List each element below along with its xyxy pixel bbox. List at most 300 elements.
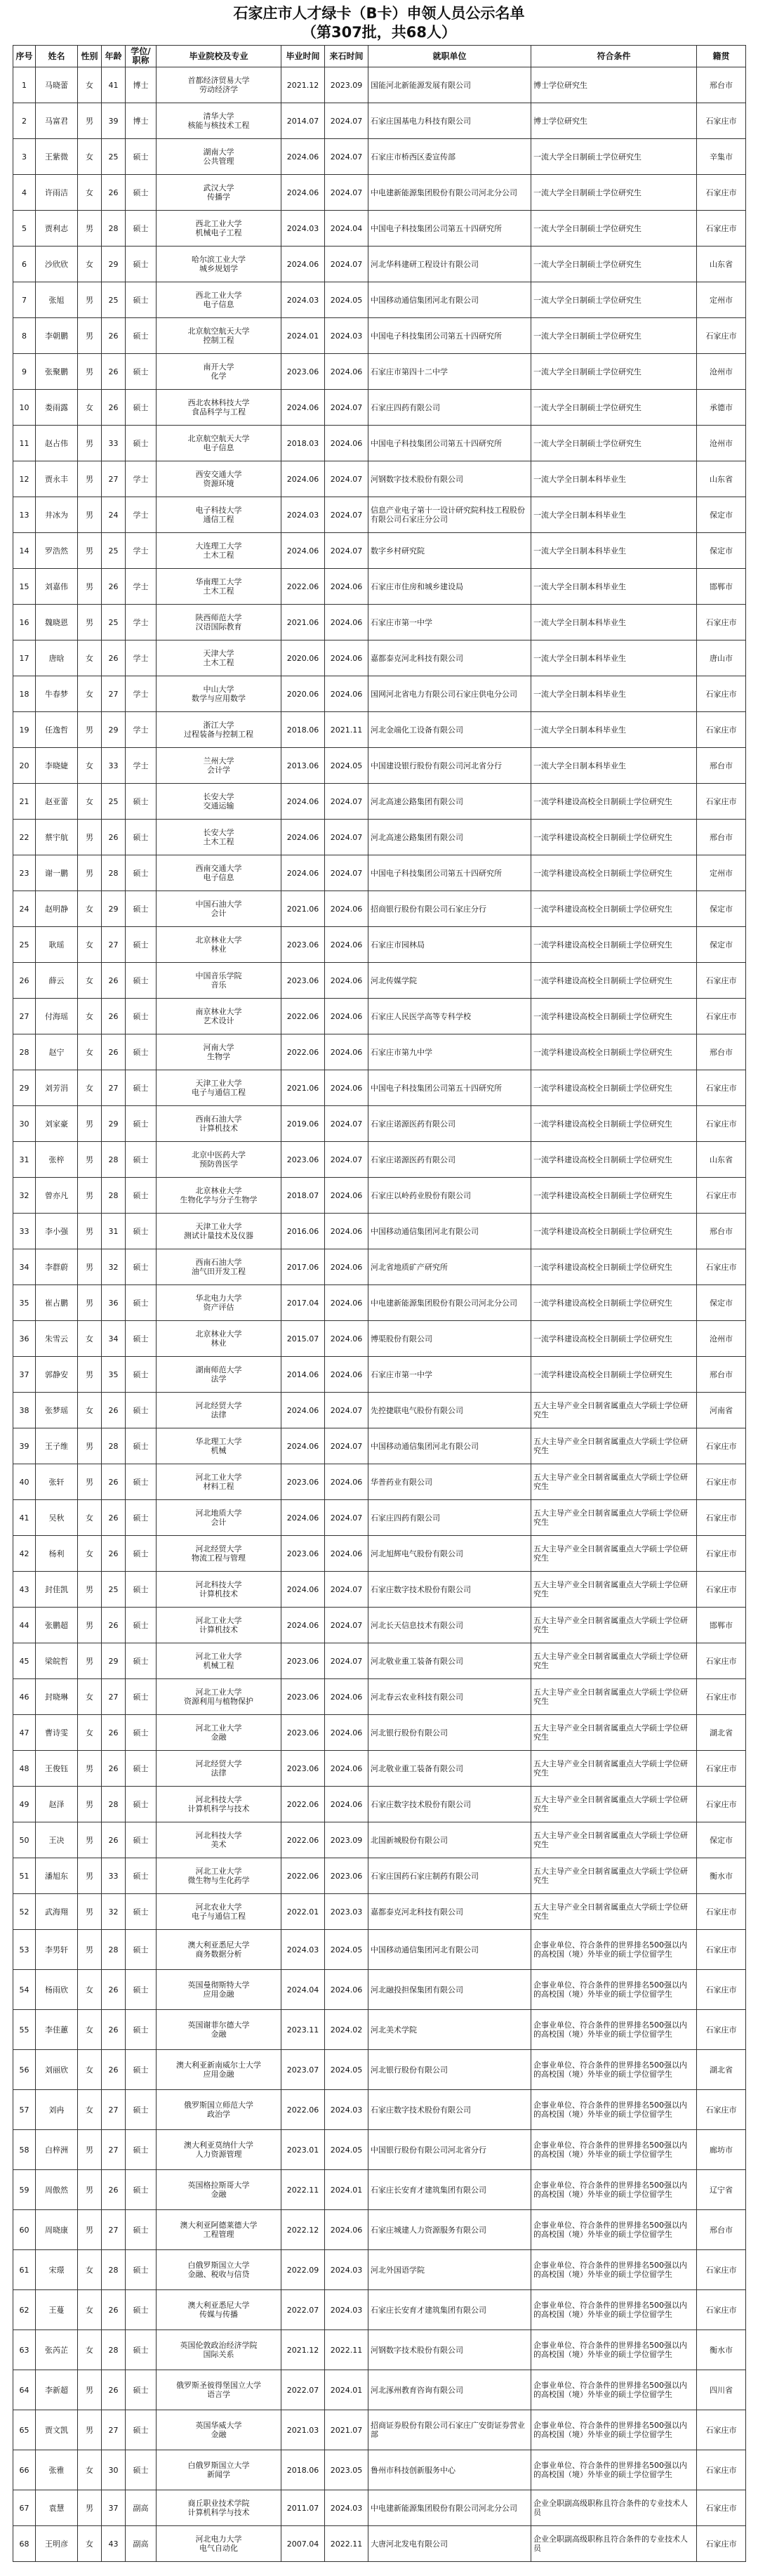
cell-school-major: 西安交通大学 资源环境 <box>157 461 281 497</box>
cell-age: 26 <box>102 1393 126 1428</box>
cell-arrival-time: 2024.06 <box>325 676 368 712</box>
cell-gender: 女 <box>78 1536 102 1572</box>
cell-arrival-time: 2024.06 <box>325 891 368 927</box>
cell-hometown: 沧州市 <box>697 426 746 461</box>
cell-criteria: 五大主导产业全日制省属重点大学硕士学位研究生 <box>531 1679 697 1715</box>
cell-index: 25 <box>13 927 36 963</box>
cell-employer: 中国移动通信集团河北有限公司 <box>368 282 531 318</box>
cell-age: 29 <box>102 712 126 748</box>
cell-employer: 博渠股份有限公司 <box>368 1321 531 1357</box>
cell-age: 32 <box>102 1894 126 1930</box>
cell-school-major: 西南交通大学 电子信息 <box>157 855 281 891</box>
cell-criteria: 一流学科建设高校全日制硕士学位研究生 <box>531 820 697 855</box>
cell-employer: 中国电子科技集团公司第五十四研究所 <box>368 1070 531 1106</box>
cell-gender: 女 <box>78 927 102 963</box>
cell-employer: 大唐河北发电有限公司 <box>368 2526 531 2562</box>
cell-index: 14 <box>13 533 36 569</box>
cell-hometown: 廊坊市 <box>697 2130 746 2170</box>
cell-age: 26 <box>102 1536 126 1572</box>
cell-index: 48 <box>13 1751 36 1787</box>
header-name: 姓名 <box>36 46 78 67</box>
cell-gender: 女 <box>78 1970 102 2010</box>
cell-employer: 石家庄国药石家庄制药有限公司 <box>368 1858 531 1894</box>
cell-grad-time: 2024.06 <box>281 247 325 282</box>
cell-arrival-time: 2024.07 <box>325 103 368 139</box>
cell-employer: 石家庄市桥西区委宣传部 <box>368 139 531 175</box>
table-row <box>13 1970 746 2010</box>
cell-arrival-time: 2024.07 <box>325 1643 368 1679</box>
cell-degree: 硕士 <box>126 2250 157 2290</box>
cell-degree: 硕士 <box>126 784 157 820</box>
cell-degree: 硕士 <box>126 1428 157 1464</box>
cell-school-major: 西北工业大学 机械电子工程 <box>157 211 281 247</box>
header-grad-time: 毕业时间 <box>281 46 325 67</box>
cell-degree: 学士 <box>126 461 157 497</box>
cell-age: 26 <box>102 2290 126 2330</box>
cell-school-major: 西南石油大学 油气田开发工程 <box>157 1249 281 1285</box>
cell-arrival-time: 2024.07 <box>325 820 368 855</box>
cell-criteria: 一流大学全日制硕士学位研究生 <box>531 354 697 390</box>
cell-hometown: 保定市 <box>697 497 746 533</box>
cell-grad-time: 2023.06 <box>281 1751 325 1787</box>
cell-degree: 硕士 <box>126 2370 157 2410</box>
cell-grad-time: 2024.04 <box>281 1970 325 2010</box>
cell-age: 26 <box>102 1608 126 1643</box>
cell-gender: 男 <box>78 605 102 640</box>
cell-hometown: 石家庄市 <box>697 1428 746 1464</box>
cell-hometown: 沧州市 <box>697 1321 746 1357</box>
cell-school-major: 澳大利亚新南威尔士大学 应用金融 <box>157 2050 281 2090</box>
cell-criteria: 一流学科建设高校全日制硕士学位研究生 <box>531 855 697 891</box>
cell-gender: 男 <box>78 1178 102 1214</box>
cell-age: 27 <box>102 927 126 963</box>
cell-degree: 副高 <box>126 2526 157 2562</box>
cell-arrival-time: 2023.05 <box>325 2450 368 2490</box>
cell-index: 42 <box>13 1536 36 1572</box>
cell-gender: 男 <box>78 855 102 891</box>
cell-employer: 中国移动通信集团河北有限公司 <box>368 1930 531 1970</box>
header-criteria: 符合条件 <box>531 46 697 67</box>
cell-name: 曾亦凡 <box>36 1178 78 1214</box>
header-arrival-time: 来石时间 <box>325 46 368 67</box>
cell-gender: 男 <box>78 1608 102 1643</box>
cell-criteria: 企事业单位、符合条件的世界排名500强以内的高校国（境）外毕业的硕士学位留学生 <box>531 2010 697 2050</box>
cell-index: 59 <box>13 2170 36 2210</box>
cell-school-major: 北京航空航天大学 电子信息 <box>157 426 281 461</box>
cell-gender: 男 <box>78 211 102 247</box>
cell-gender: 女 <box>78 2010 102 2050</box>
cell-age: 25 <box>102 139 126 175</box>
cell-degree: 硕士 <box>126 2210 157 2250</box>
table-row <box>13 676 746 712</box>
cell-age: 24 <box>102 497 126 533</box>
cell-school-major: 河北工业大学 计算机技术 <box>157 1608 281 1643</box>
cell-index: 67 <box>13 2490 36 2526</box>
cell-degree: 硕士 <box>126 1249 157 1285</box>
cell-name: 武海翔 <box>36 1894 78 1930</box>
cell-arrival-time: 2024.07 <box>325 1106 368 1142</box>
cell-degree: 硕士 <box>126 1894 157 1930</box>
cell-age: 27 <box>102 2210 126 2250</box>
cell-arrival-time: 2024.03 <box>325 2290 368 2330</box>
cell-grad-time: 2024.03 <box>281 282 325 318</box>
cell-grad-time: 2024.06 <box>281 175 325 211</box>
cell-index: 54 <box>13 1970 36 2010</box>
cell-employer: 石家庄诺源医药有限公司 <box>368 1106 531 1142</box>
table-row <box>13 1536 746 1572</box>
cell-name: 袁慧 <box>36 2490 78 2526</box>
cell-index: 63 <box>13 2330 36 2370</box>
table-row <box>13 1034 746 1070</box>
cell-arrival-time: 2024.06 <box>325 1321 368 1357</box>
cell-criteria: 博士学位研究生 <box>531 67 697 103</box>
table-row <box>13 1428 746 1464</box>
cell-school-major: 北京林业大学 林业 <box>157 927 281 963</box>
cell-index: 21 <box>13 784 36 820</box>
cell-index: 11 <box>13 426 36 461</box>
cell-employer: 河北春云农业科技有限公司 <box>368 1679 531 1715</box>
cell-gender: 女 <box>78 247 102 282</box>
cell-grad-time: 2021.06 <box>281 891 325 927</box>
cell-grad-time: 2023.06 <box>281 963 325 999</box>
cell-grad-time: 2015.07 <box>281 1321 325 1357</box>
cell-school-major: 河北地质大学 会计 <box>157 1500 281 1536</box>
table-row <box>13 1070 746 1106</box>
cell-age: 29 <box>102 247 126 282</box>
cell-name: 王明彦 <box>36 2526 78 2562</box>
cell-school-major: 澳大利亚悉尼大学 商务数据分析 <box>157 1930 281 1970</box>
cell-arrival-time: 2024.06 <box>325 1249 368 1285</box>
cell-index: 31 <box>13 1142 36 1178</box>
table-row <box>13 1715 746 1751</box>
cell-hometown: 邢台市 <box>697 1214 746 1249</box>
cell-age: 30 <box>102 2450 126 2490</box>
cell-school-major: 华北电力大学 资产评估 <box>157 1285 281 1321</box>
cell-hometown: 山东省 <box>697 1142 746 1178</box>
cell-criteria: 企事业单位、符合条件的世界排名500强以内的高校国（境）外毕业的硕士学位留学生 <box>531 2330 697 2370</box>
cell-arrival-time: 2024.06 <box>325 1751 368 1787</box>
cell-hometown: 承德市 <box>697 390 746 426</box>
header-employer: 就职单位 <box>368 46 531 67</box>
cell-criteria: 企事业单位、符合条件的世界排名500强以内的高校国（境）外毕业的硕士学位留学生 <box>531 2250 697 2290</box>
table-row <box>13 139 746 175</box>
table-row <box>13 1178 746 1214</box>
cell-employer: 河北华科建研工程设计有限公司 <box>368 247 531 282</box>
cell-index: 22 <box>13 820 36 855</box>
table-row <box>13 1858 746 1894</box>
cell-hometown: 河南省 <box>697 1393 746 1428</box>
cell-arrival-time: 2024.07 <box>325 1428 368 1464</box>
cell-degree: 硕士 <box>126 1500 157 1536</box>
cell-gender: 男 <box>78 2490 102 2526</box>
header-age: 年龄 <box>102 46 126 67</box>
cell-grad-time: 2024.03 <box>281 497 325 533</box>
cell-school-major: 河北工业大学 机械工程 <box>157 1643 281 1679</box>
cell-employer: 石家庄国基电力科技有限公司 <box>368 103 531 139</box>
cell-arrival-time: 2024.07 <box>325 855 368 891</box>
table-row <box>13 2210 746 2250</box>
cell-employer: 招商证券股份有限公司石家庄广安街证券营业部 <box>368 2410 531 2450</box>
cell-hometown: 山东省 <box>697 461 746 497</box>
cell-arrival-time: 2023.09 <box>325 1822 368 1858</box>
cell-hometown: 石家庄市 <box>697 2250 746 2290</box>
cell-school-major: 河北工业大学 资源利用与植物保护 <box>157 1679 281 1715</box>
cell-name: 贾文凯 <box>36 2410 78 2450</box>
cell-hometown: 石家庄市 <box>697 712 746 748</box>
cell-school-major: 华南理工大学 土木工程 <box>157 569 281 605</box>
cell-age: 26 <box>102 2010 126 2050</box>
cell-age: 34 <box>102 1321 126 1357</box>
cell-arrival-time: 2022.11 <box>325 2330 368 2370</box>
cell-hometown: 保定市 <box>697 1285 746 1321</box>
cell-hometown: 邢台市 <box>697 748 746 784</box>
cell-age: 36 <box>102 1285 126 1321</box>
cell-arrival-time: 2024.06 <box>325 1464 368 1500</box>
table-row <box>13 461 746 497</box>
cell-index: 47 <box>13 1715 36 1751</box>
cell-employer: 石家庄数字技术股份有限公司 <box>368 2090 531 2130</box>
cell-employer: 北国新城股份有限公司 <box>368 1822 531 1858</box>
cell-criteria: 一流大学全日制本科毕业生 <box>531 748 697 784</box>
cell-index: 1 <box>13 67 36 103</box>
cell-degree: 硕士 <box>126 426 157 461</box>
cell-degree: 硕士 <box>126 247 157 282</box>
cell-degree: 硕士 <box>126 1034 157 1070</box>
cell-arrival-time: 2024.06 <box>325 999 368 1034</box>
cell-name: 许雨洁 <box>36 175 78 211</box>
cell-gender: 男 <box>78 2170 102 2210</box>
cell-hometown: 邢台市 <box>697 820 746 855</box>
cell-employer: 河北金端化工设备有限公司 <box>368 712 531 748</box>
cell-grad-time: 2023.06 <box>281 1643 325 1679</box>
cell-gender: 女 <box>78 2290 102 2330</box>
cell-degree: 学士 <box>126 712 157 748</box>
cell-degree: 硕士 <box>126 1357 157 1393</box>
cell-criteria: 一流学科建设高校全日制硕士学位研究生 <box>531 927 697 963</box>
cell-degree: 学士 <box>126 497 157 533</box>
cell-degree: 硕士 <box>126 1178 157 1214</box>
cell-index: 50 <box>13 1822 36 1858</box>
cell-grad-time: 2022.06 <box>281 2090 325 2130</box>
cell-criteria: 一流大学全日制硕士学位研究生 <box>531 426 697 461</box>
cell-degree: 硕士 <box>126 1393 157 1428</box>
cell-index: 15 <box>13 569 36 605</box>
cell-gender: 男 <box>78 1930 102 1970</box>
cell-employer: 先控捷联电气股份有限公司 <box>368 1393 531 1428</box>
cell-name: 宋璟 <box>36 2250 78 2290</box>
cell-arrival-time: 2024.06 <box>325 1536 368 1572</box>
cell-school-major: 英国伦敦政治经济学院 国际关系 <box>157 2330 281 2370</box>
cell-hometown: 保定市 <box>697 1822 746 1858</box>
cell-employer: 石家庄数字技术股份有限公司 <box>368 1572 531 1608</box>
cell-degree: 硕士 <box>126 2330 157 2370</box>
cell-name: 沙欣欣 <box>36 247 78 282</box>
cell-hometown: 石家庄市 <box>697 1970 746 2010</box>
cell-degree: 硕士 <box>126 1643 157 1679</box>
cell-age: 33 <box>102 1858 126 1894</box>
table-row <box>13 67 746 103</box>
cell-grad-time: 2022.12 <box>281 2210 325 2250</box>
cell-index: 40 <box>13 1464 36 1500</box>
cell-gender: 女 <box>78 963 102 999</box>
cell-school-major: 澳大利亚悉尼大学 传媒与传播 <box>157 2290 281 2330</box>
cell-gender: 男 <box>78 1751 102 1787</box>
cell-age: 26 <box>102 354 126 390</box>
cell-criteria: 企事业单位、符合条件的世界排名500强以内的高校国（境）外毕业的硕士学位留学生 <box>531 2290 697 2330</box>
cell-employer: 河北长天信息技术有限公司 <box>368 1608 531 1643</box>
cell-school-major: 北京林业大学 生物化学与分子生物学 <box>157 1178 281 1214</box>
table-row <box>13 1679 746 1715</box>
cell-gender: 女 <box>78 2450 102 2490</box>
cell-name: 薛云 <box>36 963 78 999</box>
cell-hometown: 石家庄市 <box>697 1787 746 1822</box>
cell-grad-time: 2020.06 <box>281 640 325 676</box>
cell-gender: 女 <box>78 1679 102 1715</box>
cell-index: 44 <box>13 1608 36 1643</box>
cell-criteria: 五大主导产业全日制省属重点大学硕士学位研究生 <box>531 1608 697 1643</box>
cell-employer: 河北高速公路集团有限公司 <box>368 784 531 820</box>
table-row <box>13 2370 746 2410</box>
cell-employer: 中电建新能源集团股份有限公司河北分公司 <box>368 1285 531 1321</box>
table-row <box>13 1249 746 1285</box>
cell-arrival-time: 2024.07 <box>325 139 368 175</box>
cell-index: 33 <box>13 1214 36 1249</box>
cell-degree: 硕士 <box>126 1142 157 1178</box>
cell-index: 5 <box>13 211 36 247</box>
cell-degree: 硕士 <box>126 1572 157 1608</box>
cell-degree: 学士 <box>126 533 157 569</box>
cell-school-major: 英国谢菲尔德大学 金融 <box>157 2010 281 2050</box>
table-row <box>13 712 746 748</box>
cell-grad-time: 2024.06 <box>281 1428 325 1464</box>
cell-index: 20 <box>13 748 36 784</box>
table-row <box>13 211 746 247</box>
cell-school-major: 河北农业大学 电子与通信工程 <box>157 1894 281 1930</box>
cell-school-major: 电子科技大学 通信工程 <box>157 497 281 533</box>
cell-gender: 女 <box>78 175 102 211</box>
cell-arrival-time: 2023.09 <box>325 67 368 103</box>
cell-employer: 嘉都泰克河北科技有限公司 <box>368 1894 531 1930</box>
cell-age: 31 <box>102 1214 126 1249</box>
cell-arrival-time: 2024.07 <box>325 1500 368 1536</box>
cell-school-major: 清华大学 核能与核技术工程 <box>157 103 281 139</box>
cell-arrival-time: 2023.06 <box>325 1858 368 1894</box>
table-row <box>13 1142 746 1178</box>
cell-criteria: 一流大学全日制本科毕业生 <box>531 461 697 497</box>
cell-arrival-time: 2024.06 <box>325 569 368 605</box>
cell-name: 吴秋 <box>36 1500 78 1536</box>
cell-hometown: 唐山市 <box>697 640 746 676</box>
cell-school-major: 英国华威大学 金融 <box>157 2410 281 2450</box>
cell-index: 64 <box>13 2370 36 2410</box>
cell-degree: 硕士 <box>126 1464 157 1500</box>
cell-age: 39 <box>102 103 126 139</box>
cell-degree: 博士 <box>126 103 157 139</box>
cell-grad-time: 2023.06 <box>281 1142 325 1178</box>
cell-criteria: 一流大学全日制本科毕业生 <box>531 569 697 605</box>
cell-age: 32 <box>102 1249 126 1285</box>
cell-index: 38 <box>13 1393 36 1428</box>
cell-grad-time: 2022.06 <box>281 999 325 1034</box>
cell-degree: 学士 <box>126 605 157 640</box>
cell-employer: 石家庄四药有限公司 <box>368 390 531 426</box>
cell-name: 封晓琳 <box>36 1679 78 1715</box>
cell-criteria: 五大主导产业全日制省属重点大学硕士学位研究生 <box>531 1822 697 1858</box>
cell-gender: 男 <box>78 820 102 855</box>
cell-criteria: 五大主导产业全日制省属重点大学硕士学位研究生 <box>531 1643 697 1679</box>
header-hometown: 籍贯 <box>697 46 746 67</box>
cell-gender: 女 <box>78 1715 102 1751</box>
table-row <box>13 1643 746 1679</box>
cell-age: 27 <box>102 2090 126 2130</box>
cell-criteria: 五大主导产业全日制省属重点大学硕士学位研究生 <box>531 1787 697 1822</box>
cell-arrival-time: 2024.06 <box>325 963 368 999</box>
cell-age: 25 <box>102 1572 126 1608</box>
cell-degree: 硕士 <box>126 2290 157 2330</box>
cell-grad-time: 2024.06 <box>281 533 325 569</box>
table-row <box>13 1822 746 1858</box>
cell-hometown: 邢台市 <box>697 2210 746 2250</box>
cell-name: 唐晗 <box>36 640 78 676</box>
cell-employer: 中国电子科技集团公司第五十四研究所 <box>368 426 531 461</box>
cell-name: 张聚鹏 <box>36 354 78 390</box>
cell-criteria: 一流大学全日制本科毕业生 <box>531 712 697 748</box>
cell-age: 28 <box>102 2330 126 2370</box>
cell-grad-time: 2013.06 <box>281 748 325 784</box>
cell-grad-time: 2022.07 <box>281 2370 325 2410</box>
cell-criteria: 一流学科建设高校全日制硕士学位研究生 <box>531 1321 697 1357</box>
cell-hometown: 石家庄市 <box>697 2450 746 2490</box>
cell-criteria: 企业全职副高级职称且符合条件的专业技术人员 <box>531 2490 697 2526</box>
cell-index: 34 <box>13 1249 36 1285</box>
cell-name: 刘芳涓 <box>36 1070 78 1106</box>
cell-degree: 硕士 <box>126 2090 157 2130</box>
cell-name: 潘旭东 <box>36 1858 78 1894</box>
table-row <box>13 1751 746 1787</box>
cell-index: 65 <box>13 2410 36 2450</box>
cell-employer: 中国银行股份有限公司河北省分行 <box>368 2130 531 2170</box>
cell-name: 李小强 <box>36 1214 78 1249</box>
cell-criteria: 一流大学全日制硕士学位研究生 <box>531 318 697 354</box>
cell-employer: 石家庄长安育才建筑集团有限公司 <box>368 2290 531 2330</box>
cell-school-major: 天津大学 土木工程 <box>157 640 281 676</box>
cell-gender: 男 <box>78 1357 102 1393</box>
cell-school-major: 英国格拉斯哥大学 金融 <box>157 2170 281 2210</box>
cell-grad-time: 2022.06 <box>281 1034 325 1070</box>
cell-school-major: 河北工业大学 微生物与生化药学 <box>157 1858 281 1894</box>
cell-grad-time: 2014.07 <box>281 103 325 139</box>
cell-name: 王俊钰 <box>36 1751 78 1787</box>
cell-degree: 硕士 <box>126 1715 157 1751</box>
cell-age: 26 <box>102 318 126 354</box>
cell-name: 贾永丰 <box>36 461 78 497</box>
cell-school-major: 天津工业大学 电子与通信工程 <box>157 1070 281 1106</box>
cell-gender: 女 <box>78 1034 102 1070</box>
cell-name: 曹诗雯 <box>36 1715 78 1751</box>
cell-name: 蔡宇航 <box>36 820 78 855</box>
cell-employer: 河北涿州教育咨询有限公司 <box>368 2370 531 2410</box>
cell-grad-time: 2022.06 <box>281 569 325 605</box>
cell-name: 张旭 <box>36 282 78 318</box>
cell-grad-time: 2019.06 <box>281 1106 325 1142</box>
table-row <box>13 2130 746 2170</box>
cell-criteria: 企事业单位、符合条件的世界排名500强以内的高校国（境）外毕业的硕士学位留学生 <box>531 2450 697 2490</box>
cell-hometown: 辛集市 <box>697 139 746 175</box>
cell-index: 28 <box>13 1034 36 1070</box>
cell-hometown: 定州市 <box>697 855 746 891</box>
cell-index: 41 <box>13 1500 36 1536</box>
cell-school-major: 大连理工大学 土木工程 <box>157 533 281 569</box>
